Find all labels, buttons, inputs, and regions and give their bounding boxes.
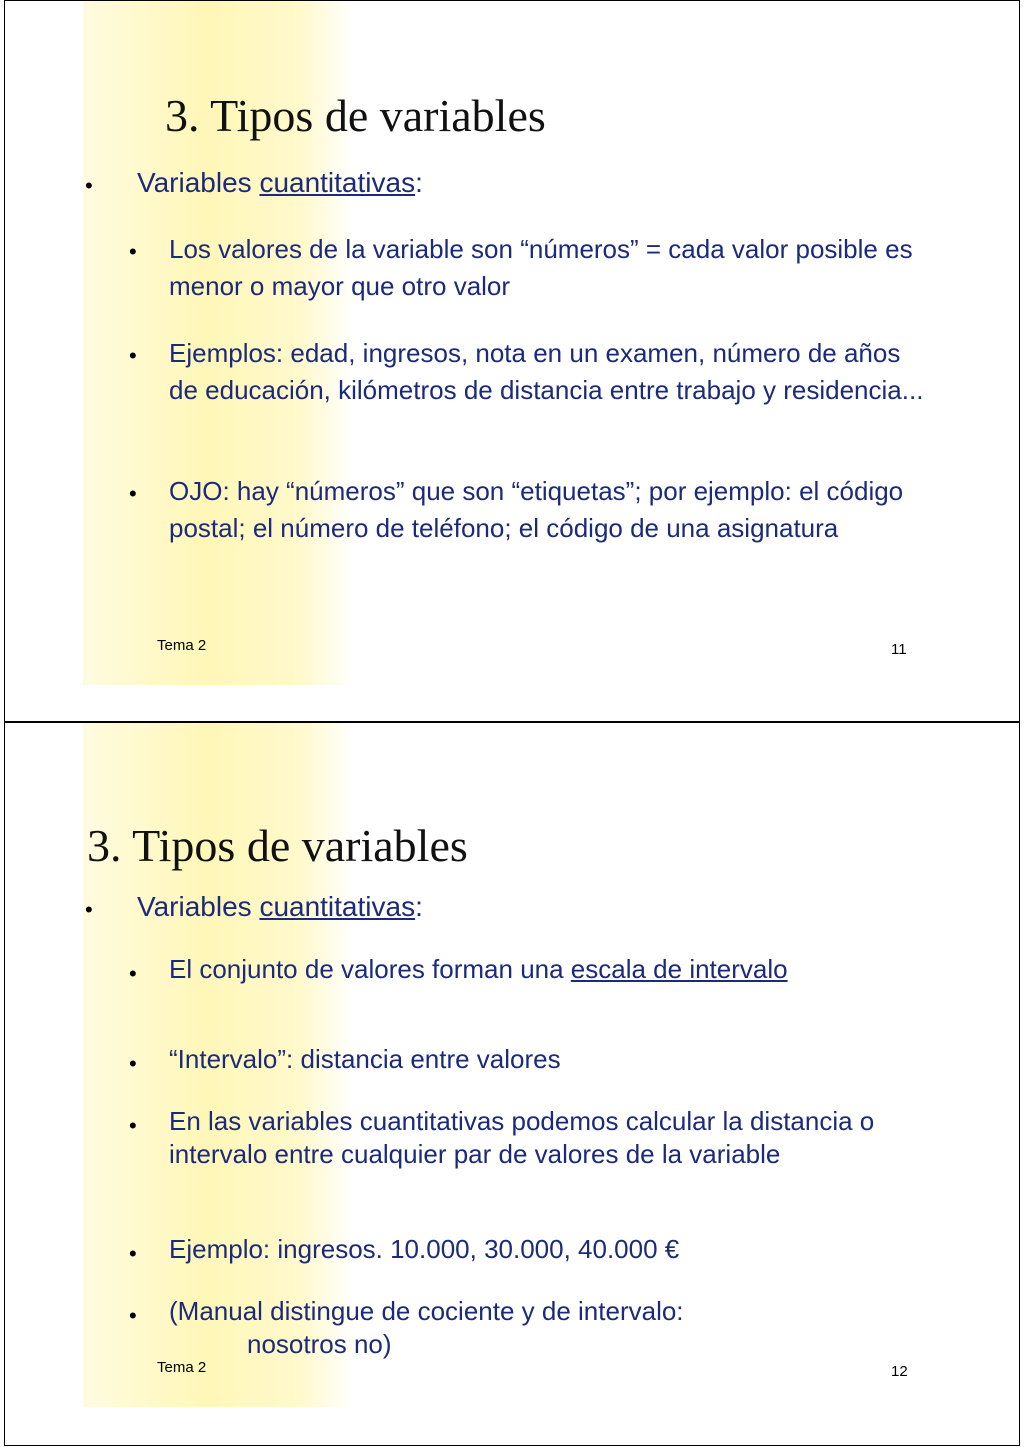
bullet-text-line1: (Manual distingue de cociente y de intervalo:	[169, 1296, 684, 1326]
slide-title: 3. Tipos de variables	[165, 90, 546, 141]
bullet-dot: •	[129, 1303, 137, 1328]
level1-heading	[137, 891, 423, 923]
level1-suffix: :	[415, 167, 423, 198]
bullet-dot: •	[129, 1241, 137, 1266]
bullet-dot: •	[129, 1113, 137, 1138]
bullet-text-line2: nosotros no)	[247, 1329, 392, 1359]
level1-suffix: :	[415, 891, 423, 922]
bullet-text: En las variables cuantitativas podemos calcular la distancia o intervalo entre cualquier par de valores de la variable	[169, 1106, 875, 1169]
bullet-text: Ejemplos: edad, ingresos, nota en un examen, número de años de educación, kilómetros de distancia entre trabajo y residencia...	[169, 338, 924, 405]
slide-11	[4, 0, 1020, 722]
slide-footer: Tema 2	[157, 637, 207, 654]
bullet-text	[169, 1295, 929, 1361]
level1-prefix: Variables	[137, 891, 260, 922]
level1-heading	[137, 167, 423, 199]
bullet-dot: •	[129, 1051, 137, 1076]
level1-underlined: cuantitativas	[259, 167, 416, 198]
bullet-text: OJO: hay “números” que son “etiquetas”; por ejemplo: el código postal; el número de teléfono; el código de una asignatura	[169, 476, 904, 543]
page-number: 11	[891, 641, 907, 658]
bullet-text: Los valores de la variable son “números” = cada valor posible es menor o mayor que otro valor	[169, 234, 913, 301]
bullet-text: Ejemplo: ingresos. 10.000, 30.000, 40.000 €	[169, 1234, 680, 1264]
bullet-dot: •	[85, 897, 93, 922]
slide-footer: Tema 2	[157, 1359, 207, 1376]
page-number: 12	[891, 1363, 908, 1380]
level1-underlined: cuantitativas	[259, 891, 416, 922]
slide-title: 3. Tipos de variables	[87, 820, 468, 871]
bullet-text: “Intervalo”: distancia entre valores	[169, 1044, 561, 1074]
bullet-dot: •	[129, 961, 137, 986]
bullet-text-underlined: escala de intervalo	[570, 954, 788, 984]
bullet-text	[169, 953, 809, 986]
slide-12	[4, 722, 1020, 1446]
level1-prefix: Variables	[137, 167, 260, 198]
bullet-text-part: El conjunto de valores forman una	[169, 954, 571, 984]
bullet-dot: •	[85, 173, 93, 198]
bullet-dot: •	[129, 481, 137, 506]
bullet-dot: •	[129, 343, 137, 368]
bullet-dot: •	[129, 239, 137, 264]
